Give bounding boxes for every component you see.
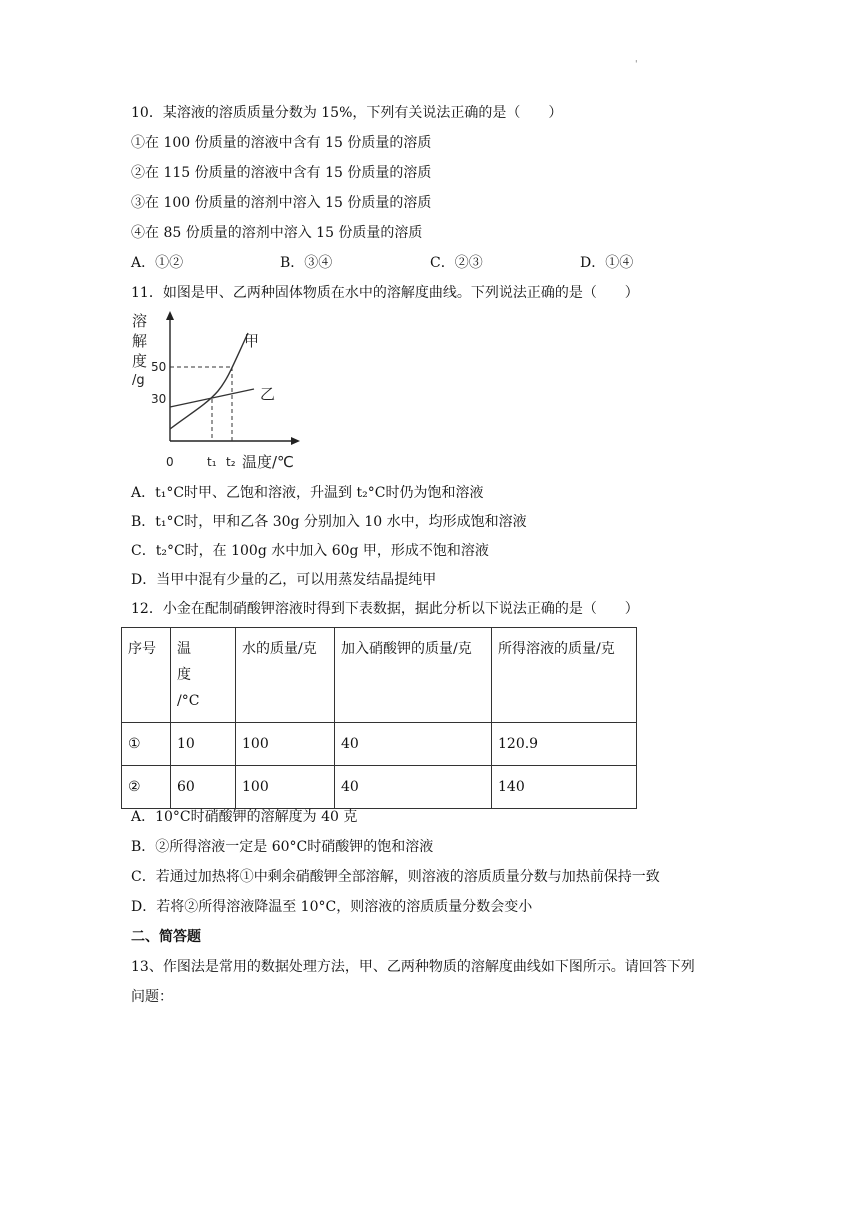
curve-jia: [170, 333, 248, 429]
y-axis-arrow: [166, 311, 174, 320]
header-cell: 温 度 /°C: [171, 628, 236, 723]
q10-option-a: A．①②: [131, 255, 184, 271]
header-cell: 所得溶液的质量/克: [492, 628, 637, 723]
x-tick-t1: t₁: [207, 455, 217, 469]
table-cell: 100: [236, 723, 335, 766]
section-title: 二、简答题: [131, 929, 201, 945]
series-label-jia: 甲: [244, 332, 260, 350]
header-cell: 加入硝酸钾的质量/克: [335, 628, 492, 723]
table-cell: 60: [171, 766, 236, 809]
table-cell: ①: [122, 723, 171, 766]
q11-option-a: A．t₁°C时甲、乙饱和溶液，升温到 t₂°C时仍为饱和溶液: [131, 485, 484, 501]
q13-line-2: 问题：: [131, 989, 173, 1005]
ylabel-char-2: 解: [132, 332, 148, 350]
table-cell: 140: [492, 766, 637, 809]
q12-option-c: C．若通过加热将①中剩余硝酸钾全部溶解，则溶液的溶质质量分数与加热前保持一致: [131, 869, 660, 885]
q11-option-b: B．t₁°C时，甲和乙各 30g 分别加入 10 水中，均形成饱和溶液: [131, 514, 527, 530]
series-label-yi: 乙: [260, 385, 276, 403]
y-tick-30: 30: [151, 392, 167, 406]
q12-option-b: B．②所得溶液一定是 60°C时硝酸钾的饱和溶液: [131, 839, 434, 855]
ylabel-char-3: 度: [132, 352, 148, 370]
curve-yi: [170, 389, 254, 407]
ylabel-char-1: 溶: [132, 312, 148, 330]
q10-item-3: ③在 100 份质量的溶剂中溶入 15 份质量的溶质: [131, 195, 432, 211]
q12-option-d: D．若将②所得溶液降温至 10°C，则溶液的溶质质量分数会变小: [131, 899, 533, 915]
table-cell: 10: [171, 723, 236, 766]
q10-stem: 10．某溶液的溶质质量分数为 15%，下列有关说法正确的是（ ）: [131, 105, 563, 121]
table-cell: ②: [122, 766, 171, 809]
page-marker: ': [635, 60, 638, 70]
q10-option-b: B．③④: [280, 255, 333, 271]
solubility-curve-figure: [126, 307, 306, 473]
q12-option-a: A．10°C时硝酸钾的溶解度为 40 克: [131, 809, 358, 825]
x-origin: 0: [166, 455, 174, 469]
header-cell: 水的质量/克: [236, 628, 335, 723]
header-cell: 序号: [122, 628, 171, 723]
table-cell: 100: [236, 766, 335, 809]
table-cell: 40: [335, 766, 492, 809]
ylabel-char-4: /g: [132, 373, 145, 388]
q10-option-c: C．②③: [430, 255, 483, 271]
q10-item-1: ①在 100 份质量的溶液中含有 15 份质量的溶质: [131, 135, 432, 151]
q11-option-c: C．t₂°C时，在 100g 水中加入 60g 甲，形成不饱和溶液: [131, 543, 489, 559]
q12-data-table: [121, 627, 637, 809]
table-row: [122, 723, 637, 766]
table-header-row: [122, 628, 637, 723]
table-cell: 120.9: [492, 723, 637, 766]
x-axis-arrow: [291, 437, 300, 445]
table-cell: 40: [335, 723, 492, 766]
x-axis-label: 温度/℃: [242, 453, 294, 471]
y-tick-50: 50: [151, 360, 167, 374]
q13-line-1: 13、作图法是常用的数据处理方法，甲、乙两种物质的溶解度曲线如下图所示。请回答下列: [131, 959, 695, 975]
q12-stem: 12．小金在配制硝酸钾溶液时得到下表数据，据此分析以下说法正确的是（ ）: [131, 601, 639, 617]
q10-item-2: ②在 115 份质量的溶液中含有 15 份质量的溶质: [131, 165, 432, 181]
q11-stem: 11．如图是甲、乙两种固体物质在水中的溶解度曲线。下列说法正确的是（ ）: [131, 285, 639, 301]
q11-option-d: D．当甲中混有少量的乙，可以用蒸发结晶提纯甲: [131, 572, 437, 588]
q10-item-4: ④在 85 份质量的溶剂中溶入 15 份质量的溶质: [131, 225, 423, 241]
x-tick-t2: t₂: [226, 455, 236, 469]
table-row: [122, 766, 637, 809]
q10-option-d: D．①④: [580, 255, 634, 271]
